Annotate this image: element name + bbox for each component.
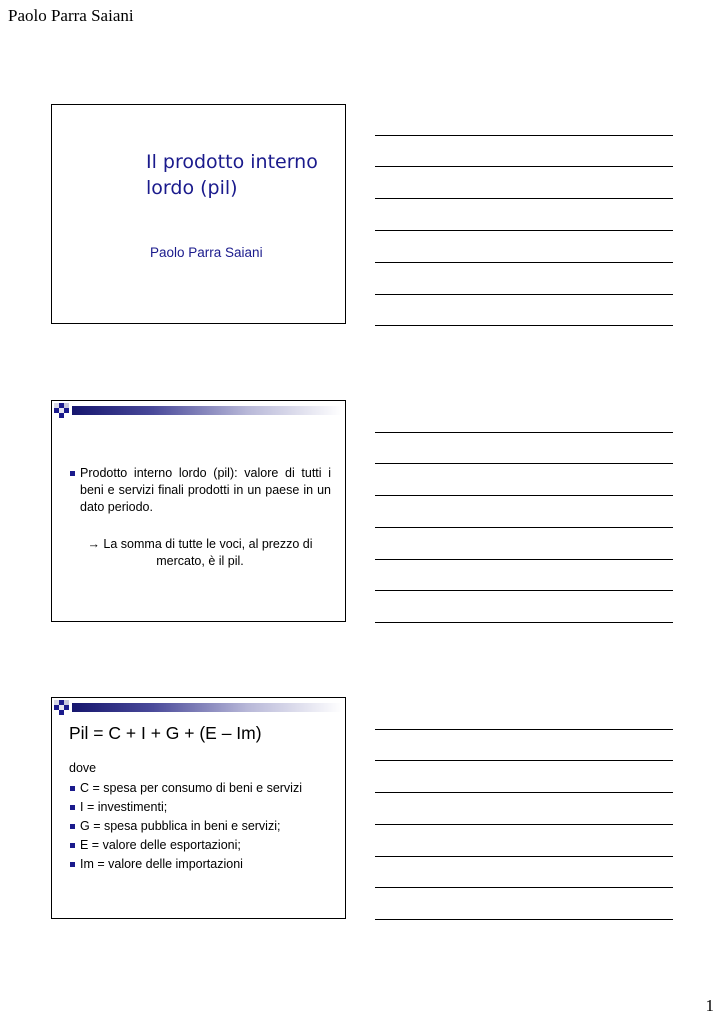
- definition-conclusion: → La somma di tutte le voci, al prezzo di mercato, è il pil.: [87, 537, 313, 568]
- slide-title-author: Paolo Parra Saiani: [150, 245, 263, 260]
- page-number: 1: [705, 996, 714, 1015]
- definition-list: [69, 465, 331, 516]
- header-author: Paolo Parra Saiani: [8, 6, 134, 25]
- list-item: G = spesa pubblica in beni e servizi;: [69, 817, 339, 836]
- formula-intro: dove: [69, 761, 97, 775]
- formula-terms-list: [69, 779, 339, 874]
- slide-formula: [51, 697, 346, 919]
- list-item: E = valore delle esportazioni;: [69, 836, 339, 855]
- slide-title-heading: Il prodotto interno lordo (pil): [146, 151, 318, 199]
- header-band-decoration: [54, 700, 342, 716]
- list-item: Prodotto interno lordo (pil): valore di tutti i beni e servizi finali prodotti in un paese in un dato periodo.: [69, 465, 331, 516]
- formula-heading: Pil = C + I + G + (E – Im): [69, 723, 262, 743]
- list-item: C = spesa per consumo di beni e servizi: [69, 779, 339, 798]
- list-item: Im = valore delle importazioni: [69, 855, 339, 874]
- header-band-decoration: [54, 403, 342, 419]
- list-item: I = investimenti;: [69, 798, 339, 817]
- slide-title: [51, 104, 346, 324]
- slide-definition: [51, 400, 346, 622]
